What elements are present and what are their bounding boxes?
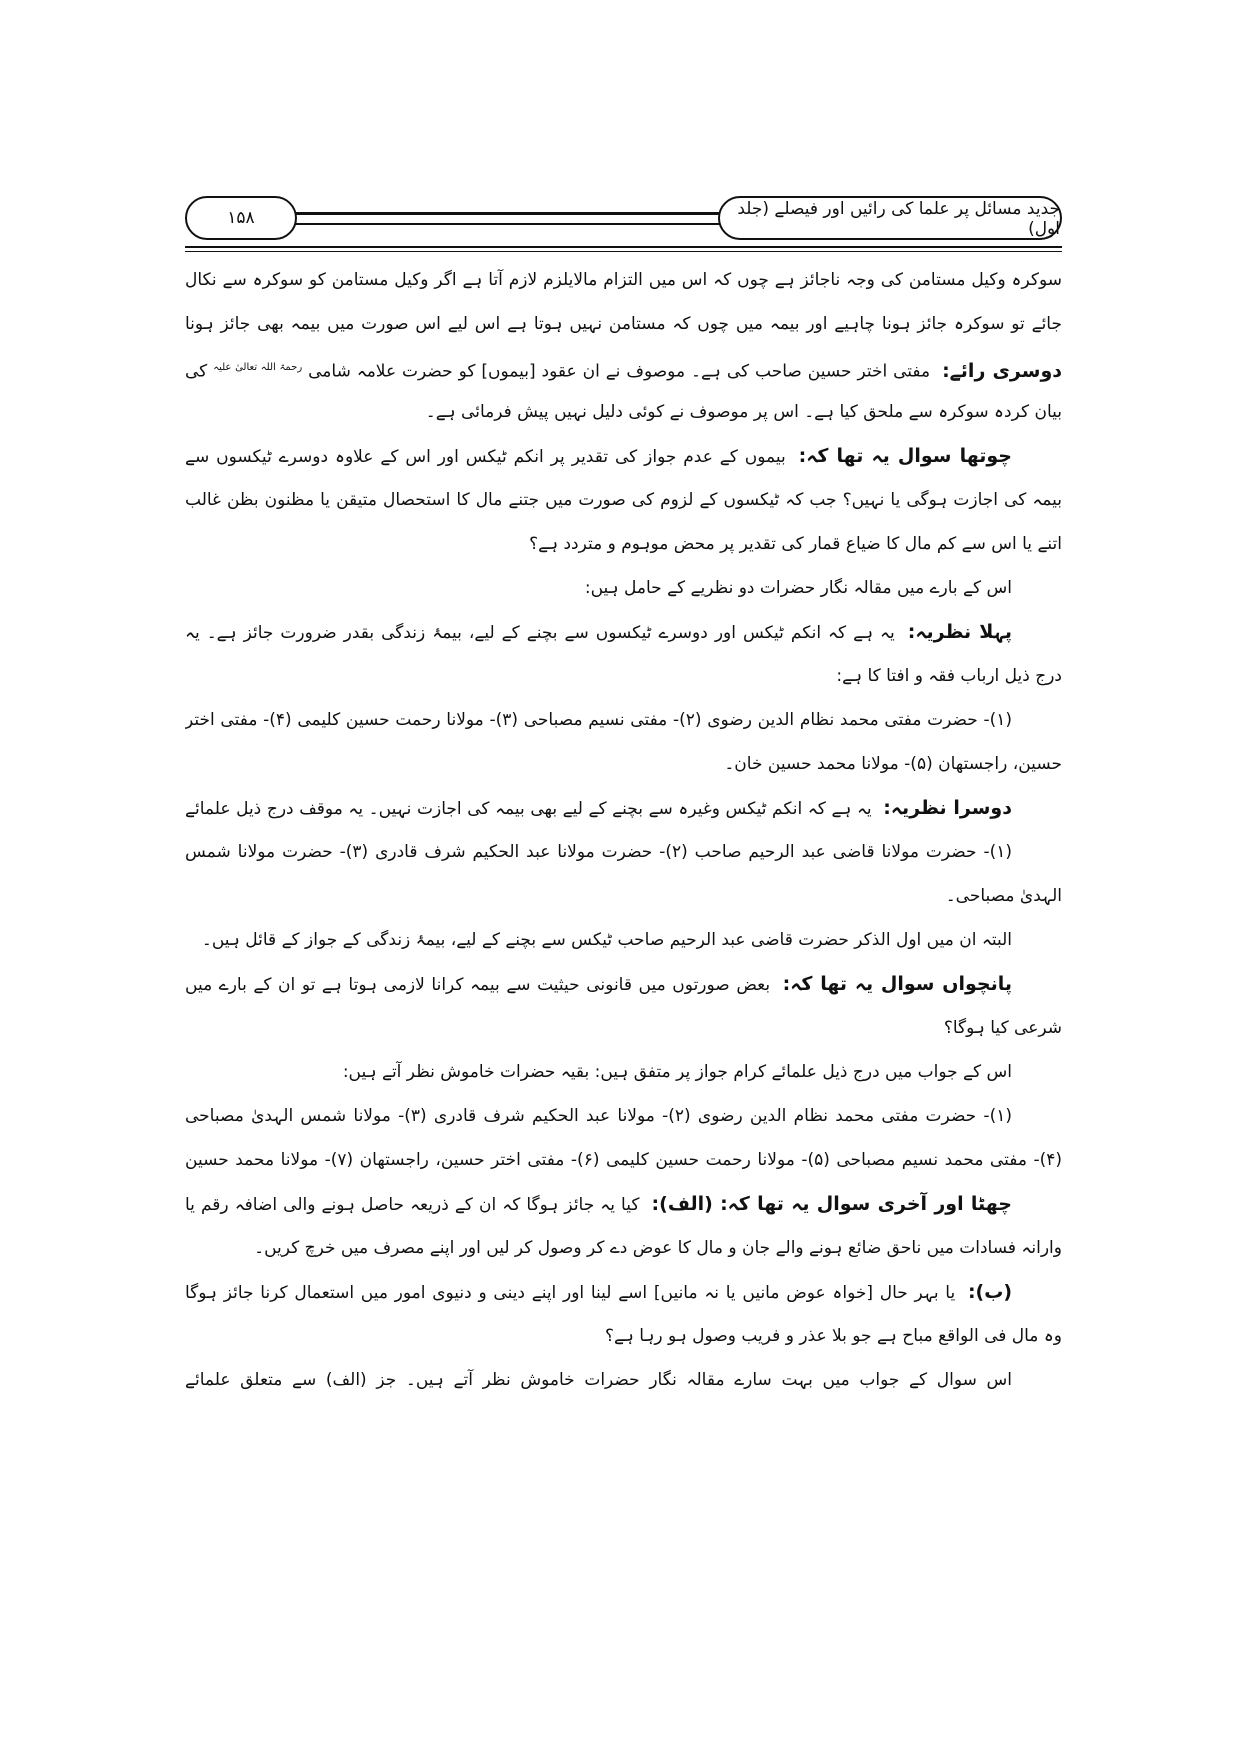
honorific: رحمۃ اللہ تعالیٰ علیہ — [213, 362, 303, 373]
text-line — [185, 830, 1062, 874]
line-text: (۱)- حضرت مولانا قاضی عبد الرحیم صاحب (۲)- حضرت مولانا عبد الحکیم شرف قادری (۳)- حضرت مولانا شمس — [185, 842, 1013, 862]
line-text: (۴)- مفتی محمد نسیم مصباحی (۵)- مولانا رحمت حسین کلیمی (۶)- مفتی اختر حسین، راجستھان (۷)- مولانا محمد حسین — [185, 1150, 1062, 1170]
text-line — [185, 1006, 1062, 1050]
section-heading-line — [185, 786, 1062, 830]
line-text: شرعی کیا ہوگا؟ — [943, 1018, 1062, 1038]
line-text: اس کے جواب میں درج ذیل علمائے کرام جواز پر متفق ہیں: بقیہ حضرات خاموش نظر آتے ہیں: — [342, 1062, 1012, 1082]
section-heading-line — [185, 1270, 1062, 1314]
text-line — [185, 654, 1062, 698]
page-body — [185, 258, 1062, 1402]
running-header — [185, 196, 1062, 240]
section-heading-line — [185, 962, 1062, 1006]
text-line — [185, 566, 1062, 610]
line-text: یہ ہے کہ انکم ٹیکس وغیرہ سے بچنے کے لیے بھی بیمہ کی اجازت نہیں۔ یہ موقف درج ذیل علمائے — [185, 799, 872, 819]
text-line — [185, 390, 1062, 434]
bold-lead: چھٹا اور آخری سوال یہ تھا کہ: (الف): — [651, 1193, 1013, 1215]
section-heading-line — [185, 434, 1062, 478]
text-line — [185, 1138, 1062, 1182]
text-line — [185, 742, 1062, 786]
line-text: بیان کردہ سوکرہ سے ملحق کیا ہے۔ اس پر موصوف نے کوئی دلیل نہیں پیش فرمائی ہے۔ — [425, 402, 1062, 422]
text-line — [185, 1358, 1062, 1402]
line-text: (۱)- حضرت مفتی محمد نظام الدین رضوی (۲)- مفتی نسیم مصباحی (۳)- مولانا رحمت حسین کلیمی (۴)- مفتی اختر — [185, 710, 1013, 730]
line-text: (۱)- حضرت مفتی محمد نظام الدین رضوی (۲)- مولانا عبد الحکیم شرف قادری (۳)- مولانا شمس الہدیٰ مصباحی — [185, 1106, 1012, 1126]
bold-lead: دوسرا نظریہ: — [883, 797, 1012, 819]
header-double-rule — [295, 212, 720, 225]
bold-lead: چوتھا سوال یہ تھا کہ: — [798, 445, 1012, 467]
text-line — [185, 698, 1062, 742]
line-text: الہدیٰ مصباحی۔ — [945, 886, 1062, 906]
text-line — [185, 522, 1062, 566]
text-line — [185, 478, 1062, 522]
line-text: بعض صورتوں میں قانونی حیثیت سے بیمہ کرانا لازمی ہوتا ہے تو ان کے بارے میں — [185, 975, 771, 995]
line-text: اس کے بارے میں مقالہ نگار حضرات دو نظریے کے حامل ہیں: — [584, 578, 1012, 598]
line-text-tail: کی — [185, 361, 208, 382]
line-text: اس سوال کے جواب میں بہت سارے مقالہ نگار حضرات خاموش نظر آتے ہیں۔ جز (الف) سے متعلق علمائے — [185, 1370, 1012, 1390]
line-text: کیا یہ جائز ہوگا کہ ان کے ذریعہ حاصل ہونے والی اضافہ رقم یا — [185, 1195, 640, 1215]
line-text: یہ ہے کہ انکم ٹیکس اور دوسرے ٹیکسوں سے بچنے کے لیے، بیمۂ زندگی بقدر ضرورت جائز ہے۔ یہ — [185, 623, 895, 643]
bold-lead: پانچواں سوال یہ تھا کہ: — [782, 973, 1012, 995]
line-text: وہ مال فی الواقع مباح ہے جو بلا عذر و فریب وصول ہو رہا ہے؟ — [604, 1326, 1062, 1346]
bold-lead: (ب): — [967, 1281, 1013, 1303]
line-text: درج ذیل ارباب فقہ و افتا کا ہے: — [836, 666, 1062, 686]
bold-lead: پہلا نظریہ: — [907, 621, 1013, 643]
text-line — [185, 1314, 1062, 1358]
book-title: جدید مسائل پر علما کی رائیں اور فیصلے (جلد اول) — [718, 196, 1062, 240]
line-text: حسین، راجستھان (۵)- مولانا محمد حسین خان۔ — [724, 754, 1062, 774]
line-text: سوکرہ وکیل مستامن کی وجہ ناجائز ہے چوں کہ اس میں التزام مالایلزم لازم آتا ہے اگر وکیل مستامن کو سوکرہ سے نکال — [185, 270, 1062, 290]
line-text: یا بہر حال [خواہ عوض مانیں یا نہ مانیں] اسے لینا اور اپنے دینی و دنیوی امور میں استعمال کرنا جائز ہوگا — [185, 1283, 956, 1303]
text-line — [185, 874, 1062, 918]
text-line — [185, 918, 1062, 962]
section-heading-line — [185, 346, 1062, 390]
text-line — [185, 1094, 1062, 1138]
line-text: بیموں کے عدم جواز کی تقدیر پر انکم ٹیکس اور اس کے علاوہ دوسرے ٹیکسوں سے — [185, 447, 786, 467]
line-text: جائے تو سوکرہ جائز ہونا چاہیے اور بیمہ میں چوں کہ مستامن نہیں ہوتا ہے اس لیے اس صورت میں بیمہ بھی جائز ہونا — [185, 314, 1062, 334]
bold-lead: دوسری رائے: — [942, 359, 1062, 382]
line-text: وارانہ فسادات میں ناحق ضائع ہونے والے جان و مال کا عوض دے کر وصول کر لیں اور اپنے مصرف میں خرچ کریں۔ — [254, 1238, 1062, 1258]
text-line — [185, 258, 1062, 302]
section-heading-line — [185, 610, 1062, 654]
line-text: مفتی اختر حسین صاحب کی ہے۔ موصوف نے ان عقود [بیموں] کو حضرت علامہ شامی — [308, 361, 931, 382]
line-text: البتہ ان میں اول الذکر حضرت قاضی عبد الرحیم صاحب ٹیکس سے بچنے کے لیے، بیمۂ زندگی کے جواز کے قائل ہیں۔ — [201, 930, 1012, 950]
line-text: بیمہ کی اجازت ہوگی یا نہیں؟ جب کہ ٹیکسوں کے لزوم کی صورت میں جتنے مال کا استحصال متیقن یا مظنون بظن غالب — [185, 490, 1062, 510]
text-line — [185, 302, 1062, 346]
text-line — [185, 1050, 1062, 1094]
page-number: ۱۵۸ — [185, 196, 297, 240]
line-text: اتنے یا اس سے کم مال کا ضیاع قمار کی تقدیر پر محض موہوم و متردد ہے؟ — [529, 534, 1062, 554]
header-rule — [185, 246, 1062, 252]
text-line — [185, 1226, 1062, 1270]
section-heading-line — [185, 1182, 1062, 1226]
